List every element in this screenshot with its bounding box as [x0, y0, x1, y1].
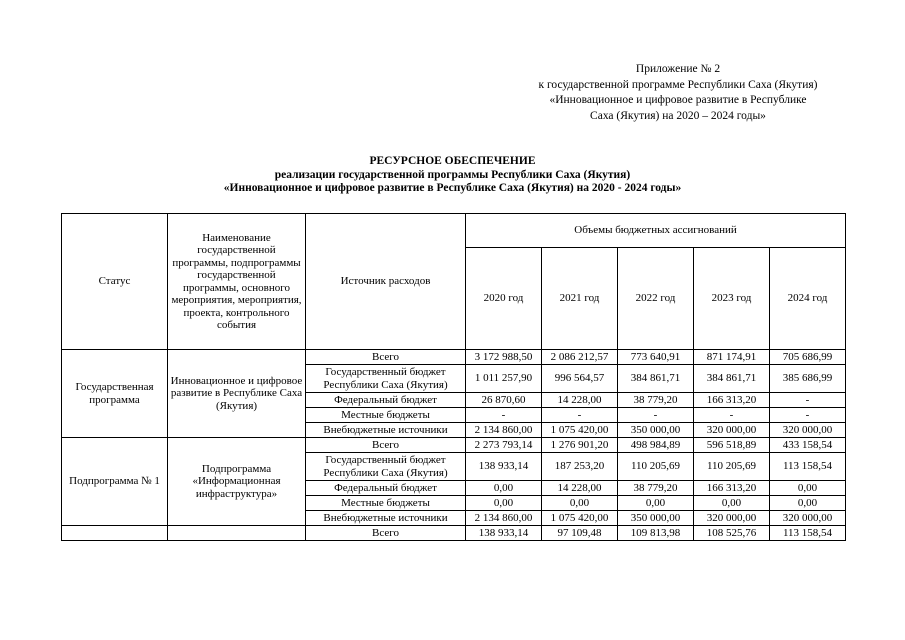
- value-cell: 0,00: [542, 496, 618, 511]
- table-row: [62, 526, 846, 541]
- value-cell: 2 273 793,14: [466, 438, 542, 453]
- value-cell: -: [770, 393, 846, 408]
- value-cell: 596 518,89: [694, 438, 770, 453]
- table-row: [62, 438, 846, 453]
- value-cell: 166 313,20: [694, 481, 770, 496]
- value-cell: 113 158,54: [770, 453, 846, 481]
- header-name: Наименование государственной программы, подпрограммы государственной программы, основного мероприятия, мероприятия, проекта, контрольного события: [168, 214, 306, 350]
- value-cell: 385 686,99: [770, 365, 846, 393]
- value-cell: 384 861,71: [618, 365, 694, 393]
- value-cell: 1 276 901,20: [542, 438, 618, 453]
- title-line: реализации государственной программы Республики Саха (Якутия): [274, 168, 631, 181]
- value-cell: 14 228,00: [542, 393, 618, 408]
- value-cell: 320 000,00: [770, 511, 846, 526]
- value-cell: 1 011 257,90: [466, 365, 542, 393]
- appendix-line: Саха (Якутия) на 2020 – 2024 годы»: [590, 109, 766, 122]
- value-cell: 1 075 420,00: [542, 511, 618, 526]
- source-cell: Всего: [306, 526, 466, 541]
- value-cell: -: [466, 408, 542, 423]
- value-cell: 110 205,69: [694, 453, 770, 481]
- value-cell: 871 174,91: [694, 350, 770, 365]
- status-cell: [62, 526, 168, 541]
- value-cell: 0,00: [694, 496, 770, 511]
- value-cell: 320 000,00: [694, 423, 770, 438]
- value-cell: -: [542, 408, 618, 423]
- status-cell: Подпрограмма № 1: [62, 438, 168, 526]
- source-cell: Государственный бюджет Республики Саха (Якутия): [306, 453, 466, 481]
- header-year: 2024 год: [770, 248, 846, 350]
- value-cell: 433 158,54: [770, 438, 846, 453]
- value-cell: 0,00: [466, 496, 542, 511]
- value-cell: 26 870,60: [466, 393, 542, 408]
- source-cell: Внебюджетные источники: [306, 511, 466, 526]
- value-cell: 0,00: [770, 481, 846, 496]
- value-cell: -: [694, 408, 770, 423]
- value-cell: 138 933,14: [466, 453, 542, 481]
- name-cell: Подпрограмма «Информационная инфраструктура»: [168, 438, 306, 526]
- document-title: [0, 155, 905, 196]
- value-cell: 498 984,89: [618, 438, 694, 453]
- value-cell: 110 205,69: [618, 453, 694, 481]
- source-cell: Всего: [306, 438, 466, 453]
- header-year: 2020 год: [466, 248, 542, 350]
- header-status: Статус: [62, 214, 168, 350]
- value-cell: 705 686,99: [770, 350, 846, 365]
- value-cell: 14 228,00: [542, 481, 618, 496]
- header-volumes: Объемы бюджетных ассигнований: [466, 214, 846, 248]
- value-cell: 2 134 860,00: [466, 423, 542, 438]
- value-cell: 1 075 420,00: [542, 423, 618, 438]
- value-cell: 0,00: [618, 496, 694, 511]
- value-cell: -: [618, 408, 694, 423]
- source-cell: Внебюджетные источники: [306, 423, 466, 438]
- name-cell: Инновационное и цифровое развитие в Республике Саха (Якутия): [168, 350, 306, 438]
- value-cell: 97 109,48: [542, 526, 618, 541]
- value-cell: 38 779,20: [618, 393, 694, 408]
- value-cell: 2 086 212,57: [542, 350, 618, 365]
- name-cell: [168, 526, 306, 541]
- value-cell: 384 861,71: [694, 365, 770, 393]
- header-year: 2023 год: [694, 248, 770, 350]
- value-cell: 138 933,14: [466, 526, 542, 541]
- appendix-line: Приложение № 2: [635, 63, 721, 75]
- value-cell: 3 172 988,50: [466, 350, 542, 365]
- source-cell: Местные бюджеты: [306, 496, 466, 511]
- source-cell: Федеральный бюджет: [306, 481, 466, 496]
- value-cell: 108 525,76: [694, 526, 770, 541]
- value-cell: -: [770, 408, 846, 423]
- appendix-line: «Инновационное и цифровое развитие в Республике: [549, 94, 807, 106]
- value-cell: 109 813,98: [618, 526, 694, 541]
- title-line: «Инновационное и цифровое развитие в Республике Саха (Якутия) на 2020 - 2024 годы»: [223, 182, 682, 194]
- resource-table: [61, 213, 846, 541]
- header-year: 2021 год: [542, 248, 618, 350]
- value-cell: 773 640,91: [618, 350, 694, 365]
- header-year: 2022 год: [618, 248, 694, 350]
- value-cell: 166 313,20: [694, 393, 770, 408]
- value-cell: 0,00: [770, 496, 846, 511]
- value-cell: 320 000,00: [770, 423, 846, 438]
- value-cell: 113 158,54: [770, 526, 846, 541]
- value-cell: 187 253,20: [542, 453, 618, 481]
- value-cell: 38 779,20: [618, 481, 694, 496]
- status-cell: Государственная программа: [62, 350, 168, 438]
- appendix-line: к государственной программе Республики Саха (Якутия): [538, 78, 818, 91]
- source-cell: Всего: [306, 350, 466, 365]
- table-row: [62, 350, 846, 365]
- source-cell: Местные бюджеты: [306, 408, 466, 423]
- header-source: Источник расходов: [306, 214, 466, 350]
- value-cell: 2 134 860,00: [466, 511, 542, 526]
- value-cell: 996 564,57: [542, 365, 618, 393]
- value-cell: 350 000,00: [618, 423, 694, 438]
- value-cell: 320 000,00: [694, 511, 770, 526]
- source-cell: Федеральный бюджет: [306, 393, 466, 408]
- value-cell: 350 000,00: [618, 511, 694, 526]
- appendix-header: [497, 62, 859, 124]
- source-cell: Государственный бюджет Республики Саха (Якутия): [306, 365, 466, 393]
- title-line: РЕСУРСНОЕ ОБЕСПЕЧЕНИЕ: [369, 155, 536, 167]
- value-cell: 0,00: [466, 481, 542, 496]
